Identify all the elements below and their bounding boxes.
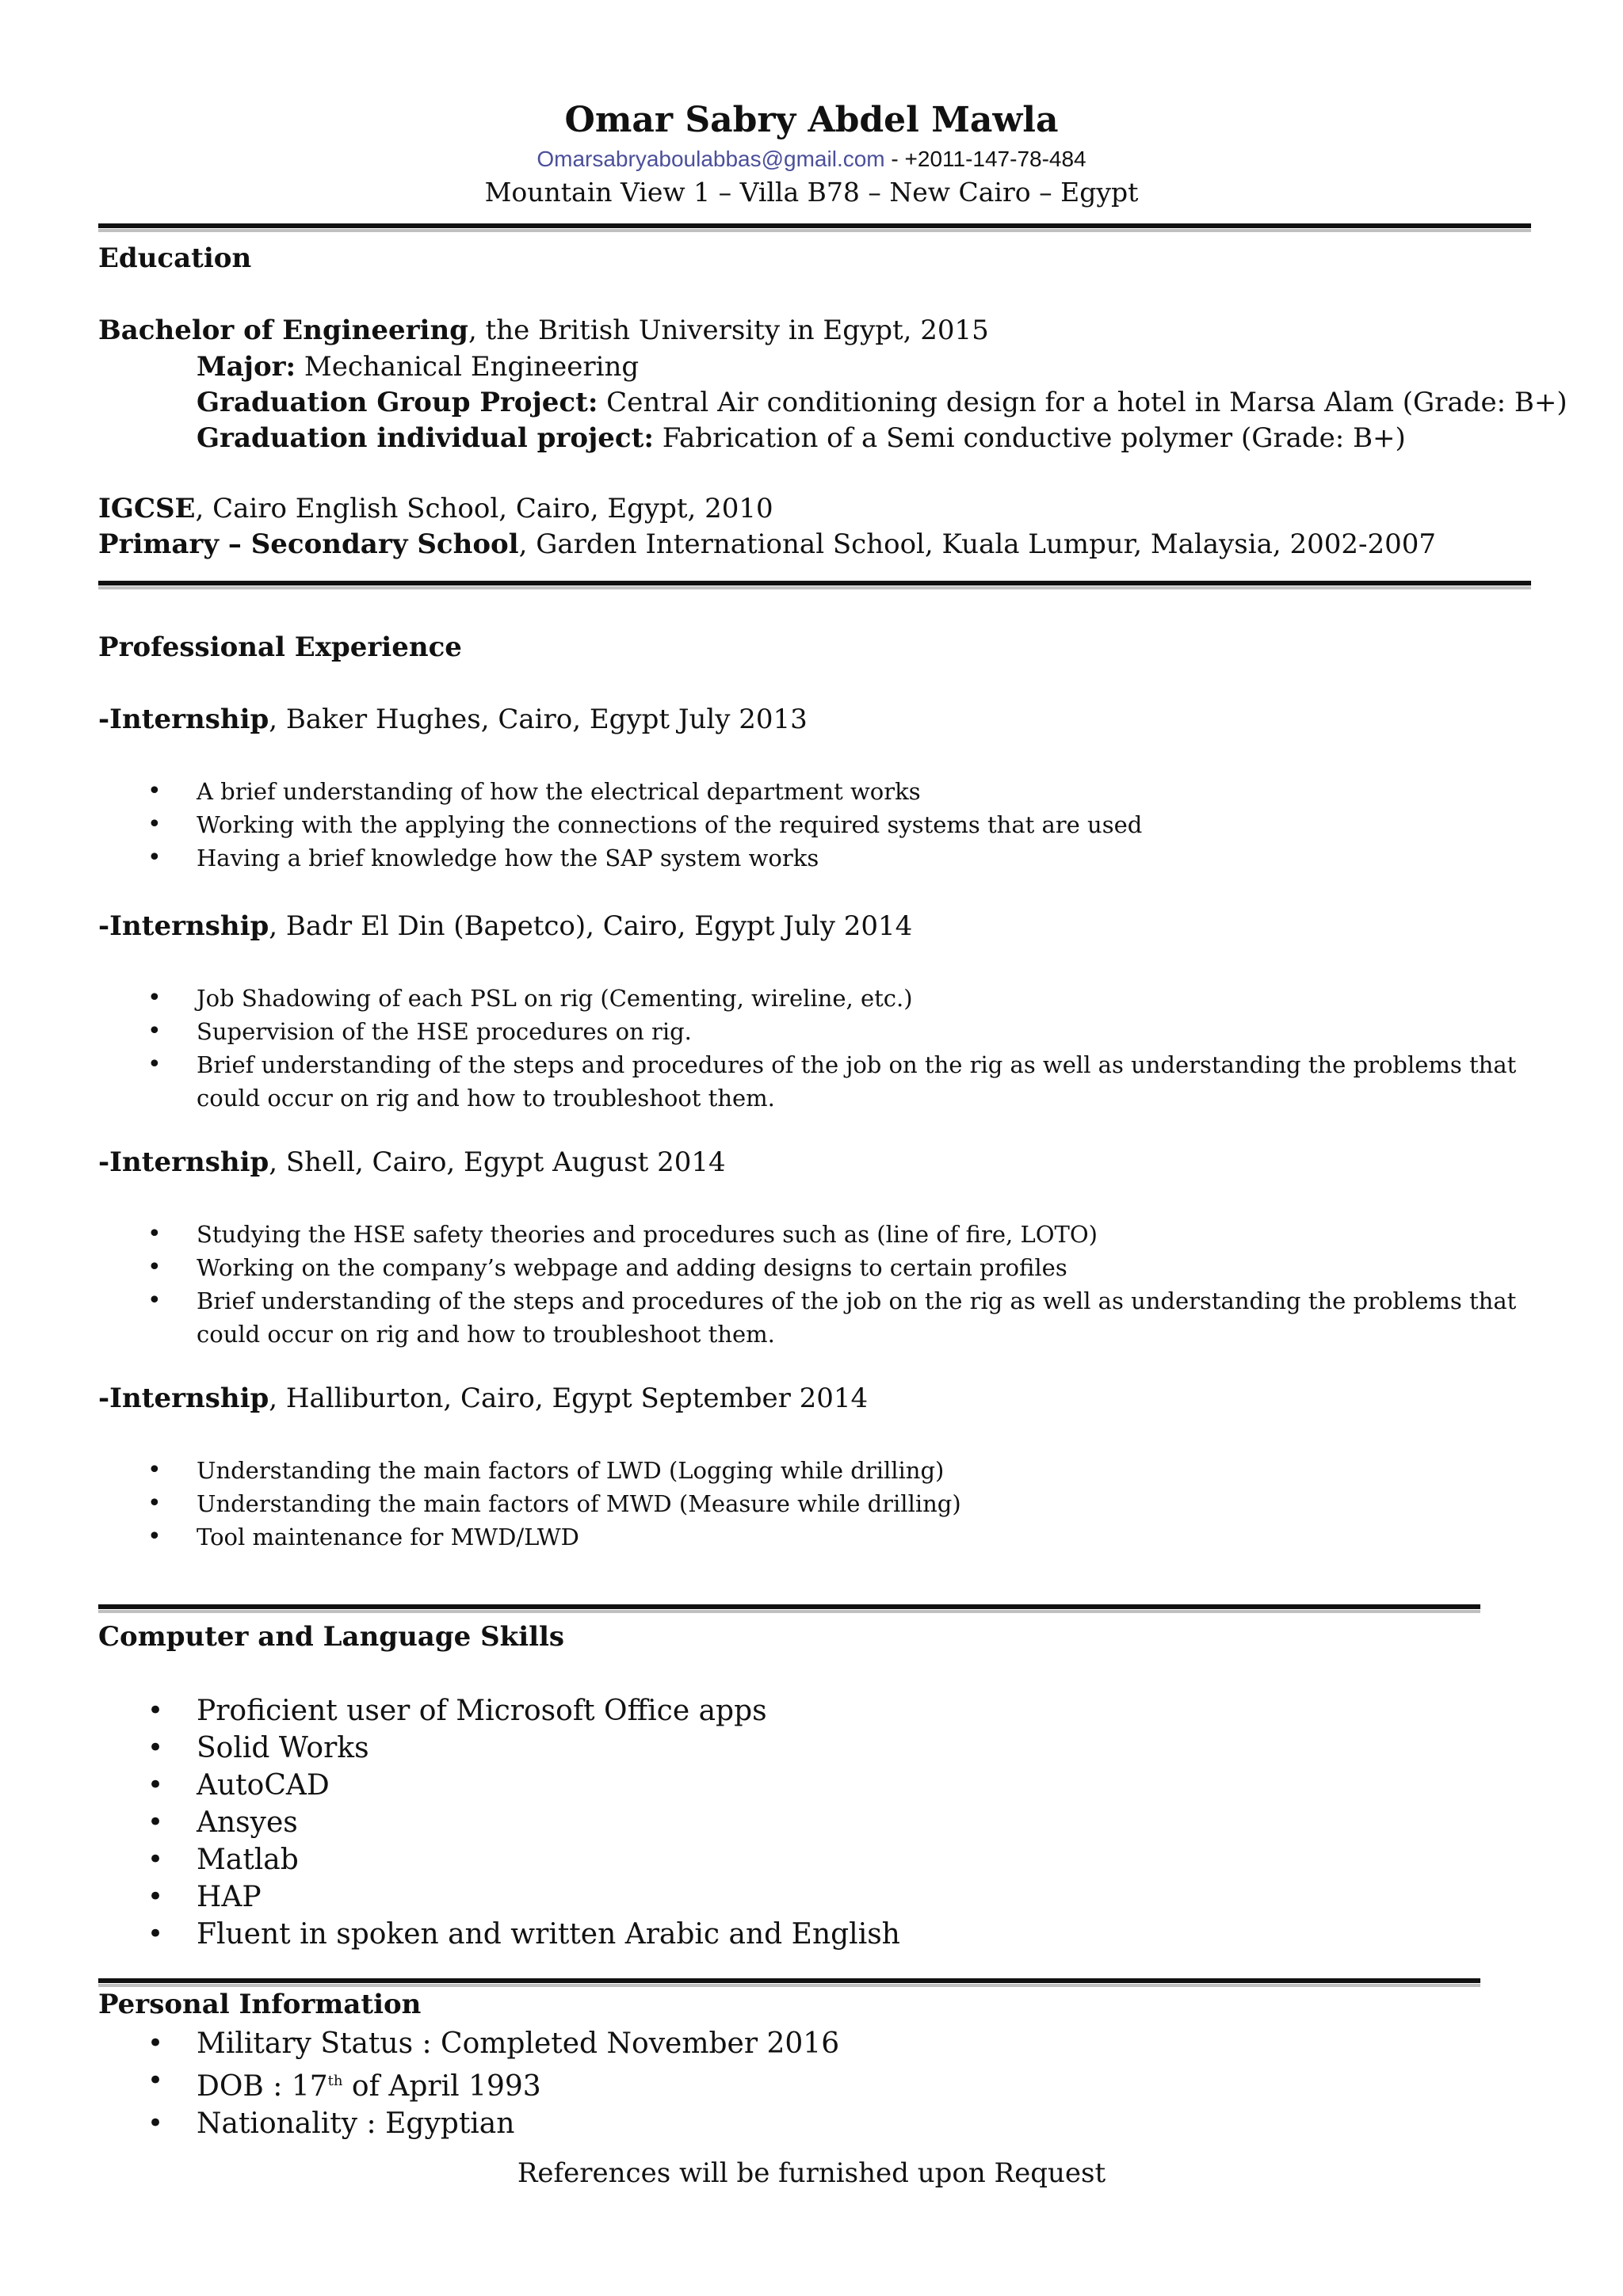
- personal-title: Personal Information: [98, 1989, 422, 2020]
- job-label: -Internship: [98, 1383, 269, 1414]
- list-item: • Fluent in spoken and written Arabic and English: [0, 1916, 1528, 1953]
- job-bullets: [0, 775, 1528, 875]
- job-bullets: [0, 1218, 1528, 1351]
- list-item: • Having a brief knowledge how the SAP system works: [0, 841, 1528, 875]
- dob-ordinal: th: [327, 2073, 343, 2089]
- list-item: • Working with the applying the connections of the required systems that are used: [0, 808, 1528, 841]
- group-project-label: Graduation Group Project:: [197, 387, 598, 418]
- job-bullets: [0, 982, 1528, 1115]
- phone-number: +2011-147-78-484: [904, 147, 1086, 171]
- primary-label: Primary – Secondary School: [98, 528, 519, 560]
- candidate-name: Omar Sabry Abdel Mawla: [564, 100, 1059, 140]
- address: Mountain View 1 – Villa B78 – New Cairo – Egypt: [484, 177, 1139, 208]
- job-heading: [98, 1144, 726, 1180]
- military-status: • Military Status : Completed November 2016: [0, 2025, 1528, 2062]
- list-item: • Matlab: [0, 1841, 1528, 1878]
- job-heading: [98, 1380, 868, 1417]
- nationality: • Nationality : Egyptian: [0, 2105, 1528, 2142]
- dob-suffix: of April 1993: [342, 2070, 541, 2103]
- skills-list: [0, 1692, 1528, 1953]
- list-item: • Job Shadowing of each PSL on rig (Cementing, wireline, etc.): [0, 982, 1528, 1015]
- primary-line: [98, 526, 1436, 563]
- list-item: • A brief understanding of how the electrical department works: [0, 775, 1528, 808]
- date-of-birth: [0, 2062, 1528, 2105]
- individual-project-line: [197, 420, 1406, 456]
- divider: [98, 1978, 1480, 1983]
- group-project-line: [197, 384, 1568, 421]
- job-detail: , Halliburton, Cairo, Egypt September 2014: [269, 1383, 869, 1414]
- contact-separator: -: [884, 147, 905, 171]
- igcse-label: IGCSE: [98, 493, 196, 524]
- dob-prefix: DOB : 17: [197, 2070, 328, 2103]
- job-bullets: [0, 1454, 1528, 1554]
- job-label: -Internship: [98, 1146, 269, 1178]
- list-item: • Understanding the main factors of MWD (Measure while drilling): [0, 1487, 1528, 1520]
- job-detail: , Baker Hughes, Cairo, Egypt July 2013: [269, 704, 808, 735]
- list-item: • Brief understanding of the steps and procedures of the job on the rig as well as understanding the problems that could occur on rig and how to troubleshoot them.: [0, 1284, 1528, 1351]
- degree-label: Bachelor of Engineering: [98, 315, 468, 346]
- references-note: References will be furnished upon Request: [517, 2157, 1106, 2189]
- job-heading: [98, 908, 912, 944]
- list-item: • Ansyes: [0, 1804, 1528, 1841]
- major-line: [197, 349, 639, 385]
- list-item: • Understanding the main factors of LWD (Logging while drilling): [0, 1454, 1528, 1487]
- list-item: • Brief understanding of the steps and procedures of the job on the rig as well as understanding the problems that could occur on rig and how to troubleshoot them.: [0, 1048, 1528, 1115]
- divider: [98, 223, 1531, 228]
- major-label: Major:: [197, 351, 296, 383]
- list-item: • Tool maintenance for MWD/LWD: [0, 1520, 1528, 1554]
- list-item: • AutoCAD: [0, 1767, 1528, 1804]
- individual-project-label: Graduation individual project:: [197, 422, 654, 454]
- major-value: Mechanical Engineering: [296, 351, 640, 383]
- list-item: • HAP: [0, 1878, 1528, 1916]
- igcse-line: [98, 490, 773, 527]
- personal-list: [0, 2025, 1528, 2142]
- skills-title: Computer and Language Skills: [98, 1621, 565, 1653]
- list-item: • Supervision of the HSE procedures on rig.: [0, 1015, 1528, 1048]
- divider: [98, 581, 1531, 585]
- job-heading: [98, 701, 808, 738]
- education-title: Education: [98, 242, 252, 274]
- job-label: -Internship: [98, 910, 269, 942]
- experience-title: Professional Experience: [98, 631, 462, 663]
- list-item: • Proficient user of Microsoft Office apps: [0, 1692, 1528, 1730]
- list-item: • Working on the company’s webpage and adding designs to certain profiles: [0, 1251, 1528, 1284]
- igcse-detail: , Cairo English School, Cairo, Egypt, 2010: [195, 493, 773, 524]
- job-detail: , Shell, Cairo, Egypt August 2014: [269, 1146, 726, 1178]
- group-project-value: Central Air conditioning design for a hotel in Marsa Alam (Grade: B+): [598, 387, 1568, 418]
- job-detail: , Badr El Din (Bapetco), Cairo, Egypt July 2014: [269, 910, 913, 942]
- degree-detail: , the British University in Egypt, 2015: [468, 315, 989, 346]
- list-item: • Solid Works: [0, 1730, 1528, 1767]
- email-link[interactable]: Omarsabryaboulabbas@gmail.com: [537, 147, 885, 171]
- contact-line: [0, 144, 1623, 174]
- primary-detail: , Garden International School, Kuala Lumpur, Malaysia, 2002-2007: [518, 528, 1437, 560]
- job-label: -Internship: [98, 704, 269, 735]
- degree-line: [98, 312, 989, 349]
- divider: [98, 1604, 1480, 1609]
- list-item: • Studying the HSE safety theories and procedures such as (line of fire, LOTO): [0, 1218, 1528, 1251]
- header: [0, 97, 1623, 211]
- individual-project-value: Fabrication of a Semi conductive polymer (Grade: B+): [653, 422, 1406, 454]
